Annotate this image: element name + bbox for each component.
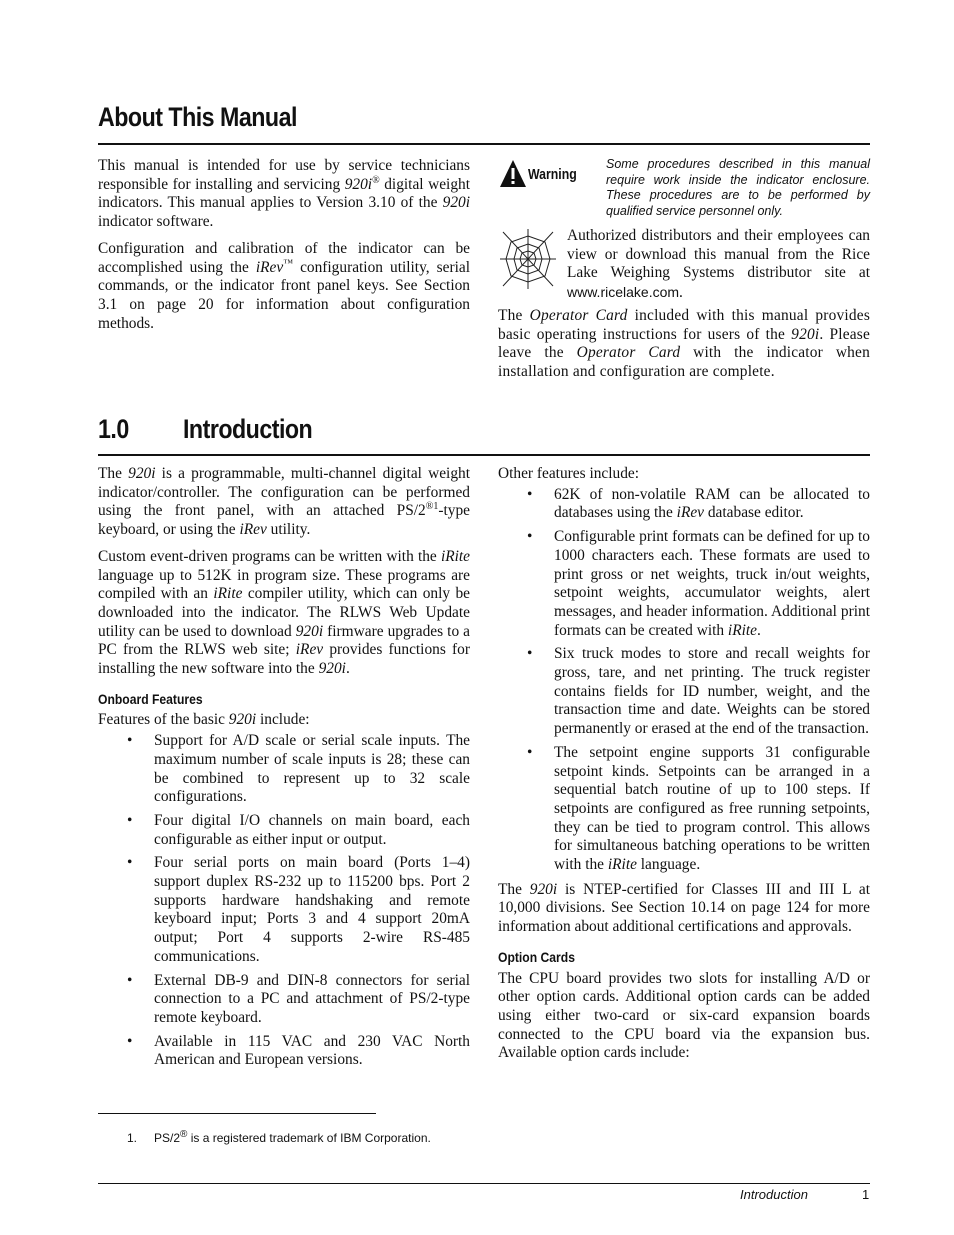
intro-section-number: 1.0 — [98, 414, 129, 444]
about-paragraph-2: Configuration and calibration of the indicator can be accomplished using the iRev™ configuration utility, serial commands, or the indicator front panel keys. See Section 3.1 on page 20 for information about configuration methods. — [98, 239, 470, 332]
ntep-paragraph: The 920i is NTEP-certified for Classes III and III L at 10,000 divisions. See Section 10.14 on page 124 for more information about additional certifications and approvals. — [498, 880, 870, 936]
list-item: • Four serial ports on main board (Ports 1–4) support duplex RS-232 up to 115200 bps. Port 2 supports hardware handshaking and remote keyboard input; Ports 3 and 4 support 20mA output; Port 4 supports 2-wire RS-485 communications. — [98, 854, 470, 966]
footnote-number: 1. — [127, 1131, 138, 1145]
list-item: • Available in 115 VAC and 230 VAC North American and European versions. — [98, 1033, 470, 1070]
about-heading: About This Manual — [98, 102, 297, 132]
list-item: • The setpoint engine supports 31 configurable setpoint kinds. Setpoints can be arranged in a sequential batch routine of up to 100 steps. If setpoints are configured as free running setpoints, they can be tied to program control. This allows for simultaneous batching operations to be written with the iRite language. — [498, 744, 870, 875]
intro-paragraph-2: Custom event-driven programs can be written with the iRite language up to 512K in program size. These programs are compiled with an iRite compiler utility, which can only be downloaded into the indicator. The RLWS Web Update utility can be used to download 920i firmware upgrades to a PC from the RLWS web site; iRev provides functions for installing the new software into the 920i. — [98, 547, 470, 678]
warning-icon — [499, 159, 527, 189]
about-left-column — [98, 157, 470, 341]
warning-text: Some procedures described in this manual require work inside the indicator enclosure. These procedures are to be performed by qualified service personnel only. — [606, 157, 870, 218]
intro-left-column — [98, 465, 470, 1076]
other-features-intro: Other features include: — [498, 465, 640, 482]
option-cards-heading: Option Cards — [498, 949, 575, 965]
operator-card-paragraph: The Operator Card included with this manual provides basic operating instructions for users of the 920i. Please leave the Operator Card with the indicator when installation and configuration are complete. — [498, 307, 871, 381]
warning-label: Warning — [528, 166, 577, 183]
list-item: • Six truck modes to store and recall weights for gross, tare, and net printing. The truck register contains fields for ID number, weight, and the transaction time and date. Weights can be stored permanently or erased at the end of the transaction. — [498, 645, 870, 739]
list-item: • Configurable print formats can be defined for up to 1000 characters each. These formats are used to print gross or net weights, truck in/out weights, setpoint weights, accumulator weights, alert messages, and header information. Additional print formats can be created with iRite. — [498, 528, 870, 640]
ricelake-link[interactable]: www.ricelake.com — [567, 284, 680, 301]
other-features-list — [498, 486, 870, 875]
list-item: • Support for A/D scale or serial scale inputs. The maximum number of scale inputs is 28; these can be combined to represent up to 32 scale configurations. — [98, 732, 470, 807]
intro-heading: Introduction — [183, 414, 313, 444]
spider-web-icon — [499, 228, 557, 290]
footer-rule — [98, 1183, 870, 1184]
intro-rule — [98, 454, 870, 456]
footnote-rule — [98, 1113, 376, 1114]
list-item: • Four digital I/O channels on main board, each configurable as either input or output. — [98, 812, 470, 849]
intro-right-column — [498, 465, 870, 1071]
footer-section: Introduction — [740, 1187, 808, 1202]
page-number: 1 — [862, 1187, 870, 1202]
option-cards-paragraph: The CPU board provides two slots for installing A/D or other option cards. Additional option cards can be added using either two-card or six-card expansion boards connected to the CPU board via the expansion bus. Available option cards include: — [498, 969, 870, 1062]
intro-paragraph-1: The 920i is a programmable, multi-channel digital weight indicator/controller. The configuration can be performed using the front panel, with an attached $PS/2^{®1}$-type keyboard, or using the iRev utility. — [98, 465, 470, 539]
heading-rule — [98, 143, 870, 145]
distributor-text: Authorized distributors and their employees can view or download this manual from the Rice Lake Weighing Systems distributor site at www.ricelake.com. — [567, 227, 870, 302]
footnote: 1. PS/2® is a registered trademark of IBM Corporation. — [127, 1129, 431, 1145]
onboard-features-heading: Onboard Features — [98, 691, 203, 707]
list-item: • External DB-9 and DIN-8 connectors for serial connection to a PC and attachment of PS/2-type remote keyboard. — [98, 972, 470, 1028]
onboard-intro: Features of the basic 920i include: — [98, 711, 310, 729]
list-item: • 62K of non-volatile RAM can be allocated to databases using the iRev database editor. — [498, 486, 870, 523]
about-paragraph-1: This manual is intended for use by service technicians responsible for installing and servicing 920i® digital weight indicators. This manual applies to Version 3.10 of the 920i indicator software. — [98, 157, 470, 231]
onboard-features-list — [98, 732, 470, 1070]
